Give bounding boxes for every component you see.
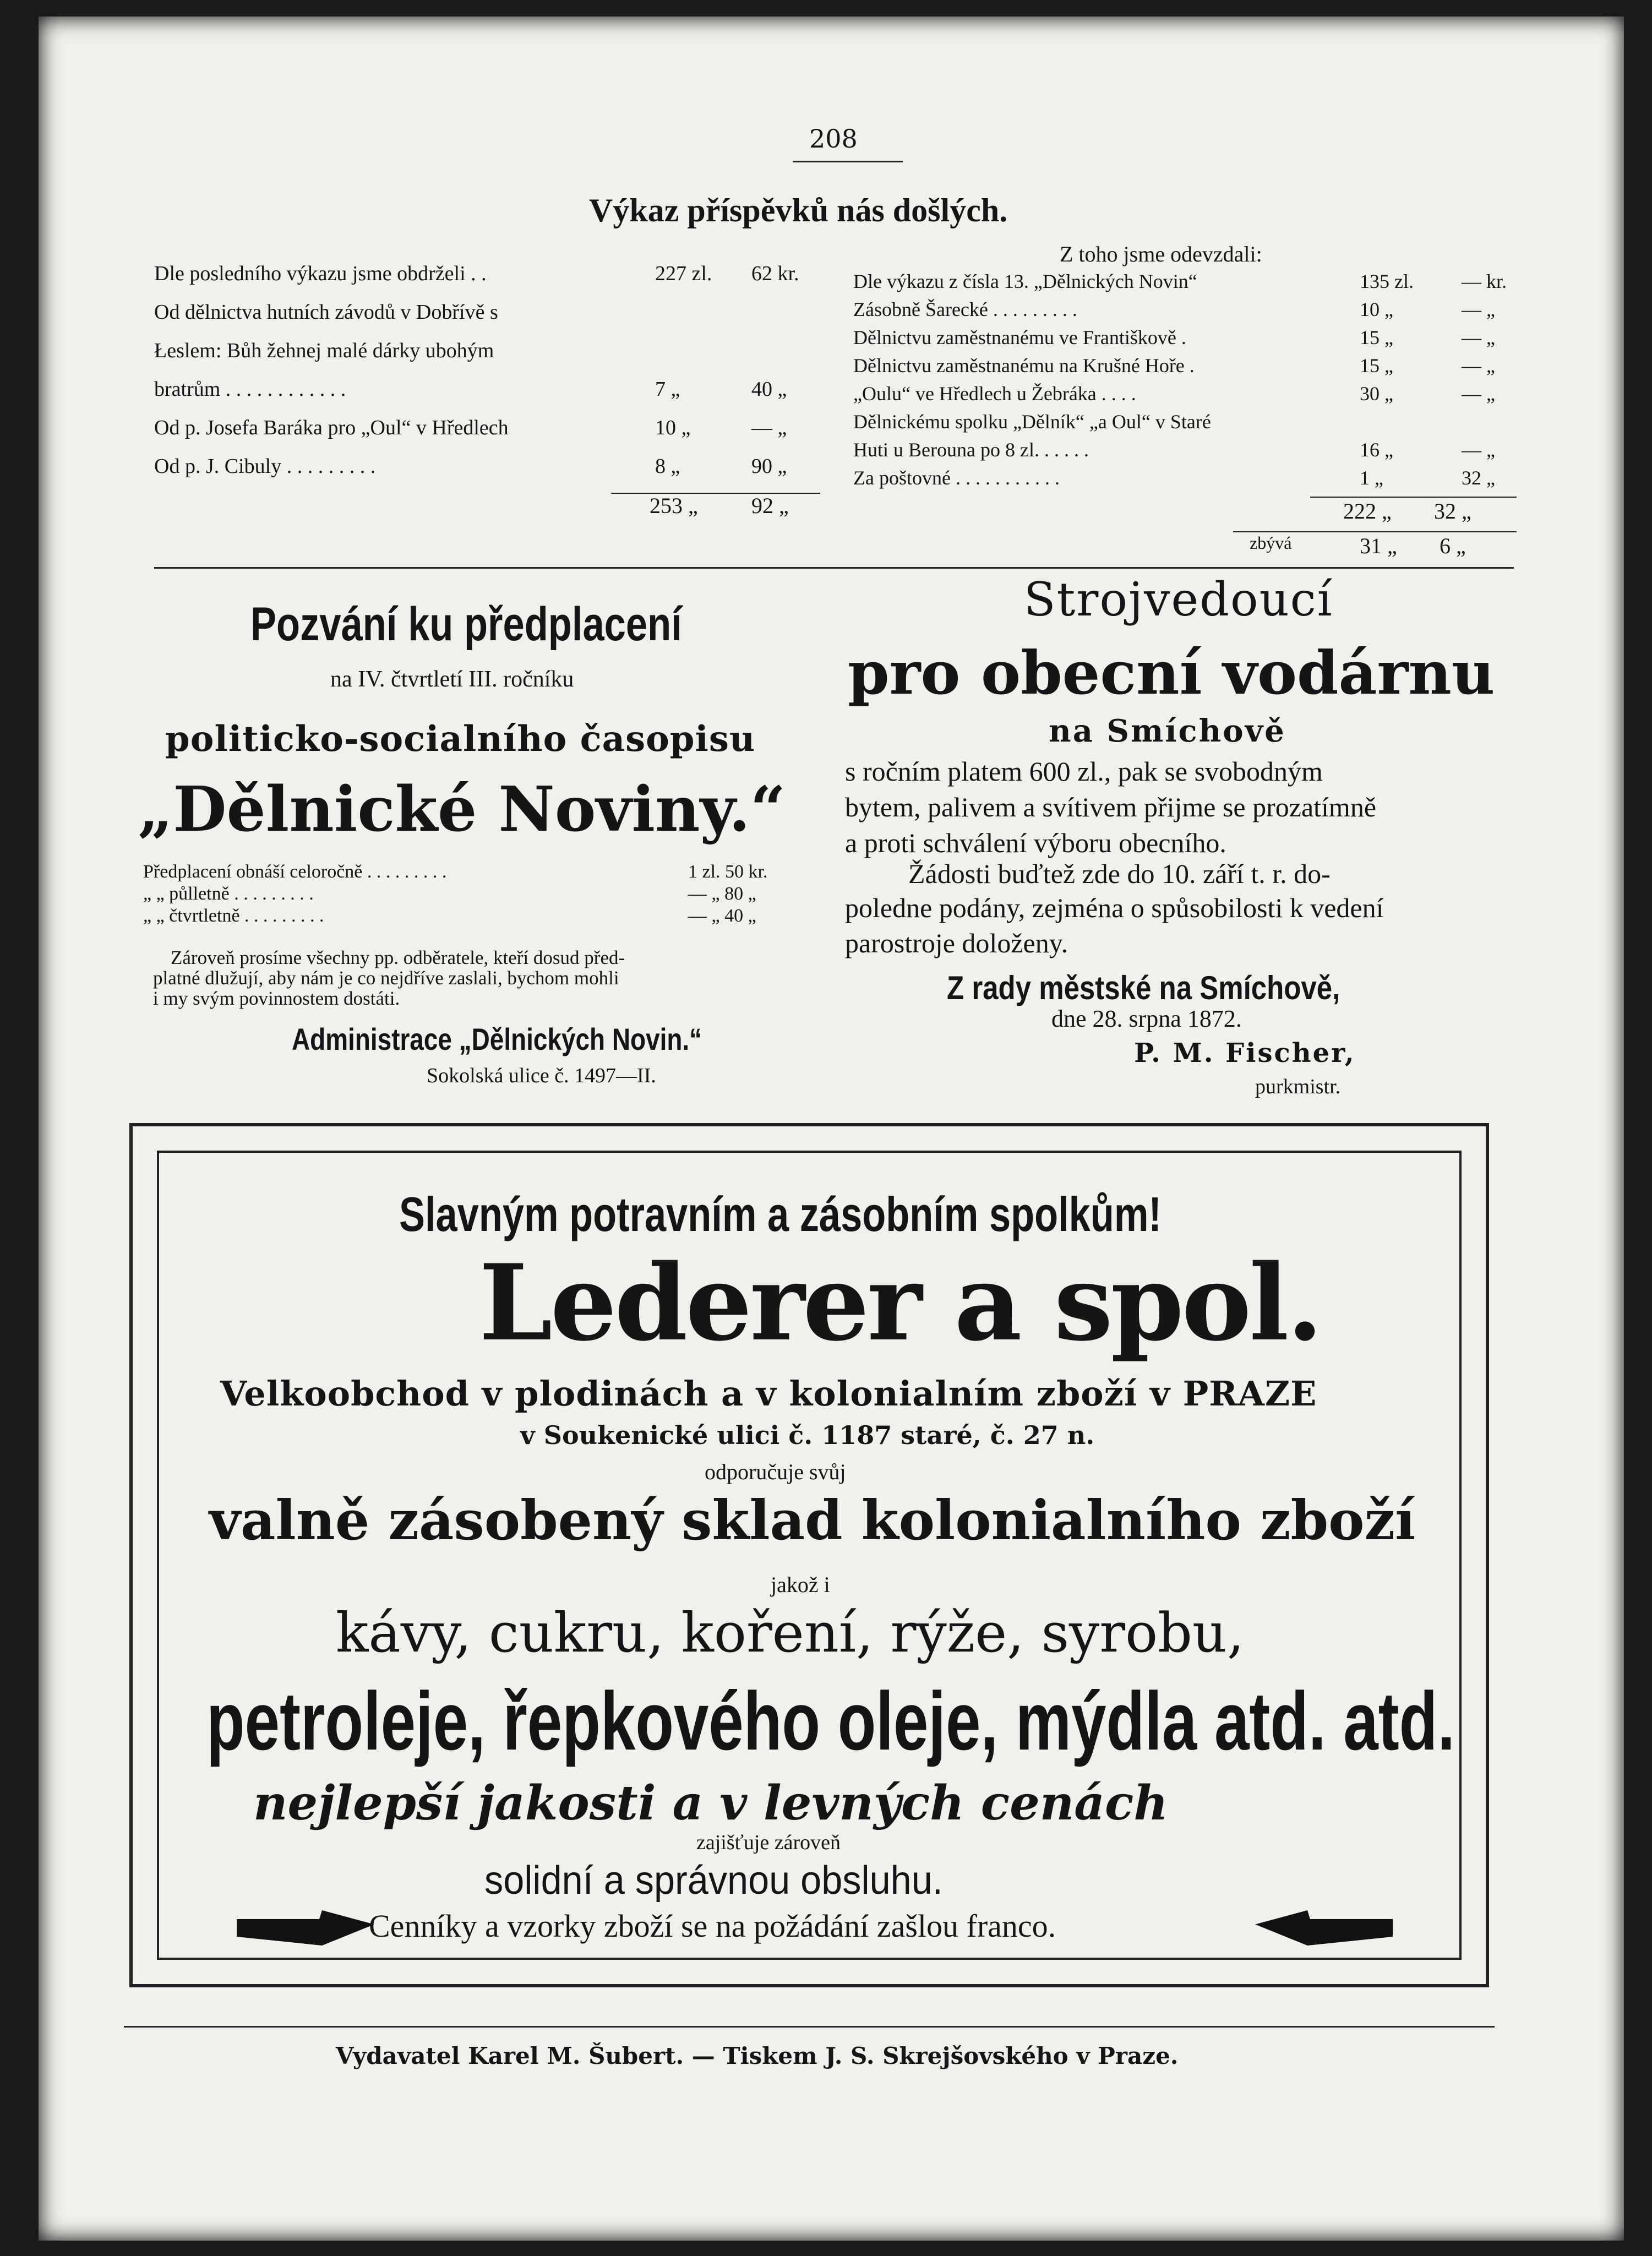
right-entry-label: Dle výkazu z čísla 13. „Dělnických Novin“: [853, 270, 1197, 292]
right-entry-label: „Oulu“ ve Hředlech u Žebráka . . . .: [853, 383, 1136, 405]
right-entry-label: Zásobně Šarecké . . . . . . . . .: [853, 298, 1077, 320]
job-body-4: Žádosti buďtež zde do 10. září t. r. do-: [908, 858, 1331, 889]
left-entry-zl: 10 „: [655, 416, 691, 439]
right-entry-kr: — „: [1462, 439, 1495, 461]
remaining-kr: 6 „: [1440, 533, 1466, 558]
report-right-heading: Z toho jsme odevzdali:: [1060, 242, 1262, 266]
left-entry-kr: 90 „: [751, 455, 787, 478]
remaining-rule: [1233, 531, 1517, 532]
remaining-zl: 31 „: [1360, 533, 1397, 558]
invitation-title: Pozvání ku předplacení: [250, 598, 682, 651]
right-entry-kr: — „: [1462, 326, 1495, 348]
ad-line11: solidní a správnou obsluhu.: [484, 1859, 943, 1903]
left-entry-label: Od p. J. Cibuly . . . . . . . . .: [154, 455, 376, 478]
left-total-row: [154, 493, 815, 531]
right-entry-zl: 15 „: [1360, 355, 1393, 377]
job-body-1: s ročním platem 600 zl., pak se svobodným: [845, 756, 1323, 787]
job-council: Z rady městské na Smíchově,: [947, 969, 1340, 1006]
job-role: purkmistr.: [1255, 1075, 1341, 1098]
right-total-row: [1321, 498, 1541, 531]
right-total-zl: 222 „: [1343, 499, 1392, 524]
ad-line7: kávy, cukru, koření, rýže, syrobu,: [336, 1602, 1245, 1665]
job-title: Strojvedoucí: [1024, 573, 1333, 626]
left-entry-zl: 7 „: [655, 378, 680, 401]
ad-line5: valně zásobený sklad kolonialního zboží: [209, 1489, 1416, 1552]
invitation-line2: politicko-socialního časopisu: [165, 718, 756, 760]
job-body-5: poledne podány, zejména o spůsobilosti k vedení: [845, 892, 1384, 923]
remaining-label: zbývá: [1250, 533, 1292, 553]
right-entry-kr: — „: [1462, 383, 1495, 405]
right-entry-kr: 32 „: [1462, 467, 1495, 489]
job-body-3: a proti schválení výboru obecního.: [845, 827, 1226, 858]
left-entry-label: Od p. Josefa Baráka pro „Oul“ v Hředlech: [154, 416, 509, 439]
right-entry-kr: — „: [1462, 298, 1495, 320]
section-divider: [154, 567, 1514, 569]
left-entry-label: Od dělnictva hutních závodů v Dobřívě s: [154, 301, 498, 324]
left-entry-kr: 62 kr.: [751, 262, 799, 285]
page-number: 208: [809, 124, 858, 154]
left-entry-zl: 8 „: [655, 455, 680, 478]
right-entry-label: Dělnickému spolku „Dělník“ „a Oul“ v Staré: [853, 411, 1211, 433]
report-title: Výkaz příspěvků nás došlých.: [589, 192, 1008, 228]
ad-line4: odporučuje svůj: [705, 1459, 846, 1484]
right-entry-zl: 135 zl.: [1360, 270, 1414, 292]
invitation-notice-3: i my svým povinnostem dostáti.: [153, 988, 400, 1009]
left-entry-zl: 227 zl.: [655, 262, 712, 285]
ad-line10: zajišťuje zároveň: [696, 1831, 841, 1854]
invitation-paper-name: „Dělnické Noviny.“: [138, 773, 786, 846]
right-entry-label: Za poštovné . . . . . . . . . . .: [853, 467, 1060, 489]
invitation-notice-1: Zároveň prosíme všechny pp. odběratele, kteří dosud před-: [171, 947, 625, 968]
footer-rule: [124, 2026, 1495, 2028]
ad-line2: Velkoobchod v plodinách a v kolonialním zboží v PRAZE: [220, 1374, 1317, 1414]
footer-imprint: Vydavatel Karel M. Šubert. — Tiskem J. S. Skrejšovského v Praze.: [336, 2042, 1179, 2069]
job-body-6: parostroje doloženy.: [845, 928, 1068, 958]
ad-company-name: Lederer a spol.: [479, 1241, 1321, 1364]
ad-line12: Cenníky a vzorky zboží se na požádání zašlou franco.: [369, 1908, 1056, 1944]
left-entry-label: bratrům . . . . . . . . . . . .: [154, 378, 346, 401]
right-entry-kr: — kr.: [1462, 270, 1507, 292]
ad-line8: petroleje, řepkového oleje, mýdla atd. atd.: [206, 1675, 1455, 1767]
ad-line9: nejlepší jakosti a v levných cenách: [253, 1775, 1168, 1831]
ad-line6: jakož i: [771, 1572, 830, 1597]
right-entry-kr: — „: [1462, 355, 1495, 377]
right-entry-zl: 30 „: [1360, 383, 1393, 405]
job-date: dne 28. srpna 1872.: [1051, 1005, 1242, 1032]
right-entry-zl: 16 „: [1360, 439, 1393, 461]
invitation-admin: Administrace „Dělnických Novin.“: [292, 1022, 702, 1056]
right-entry-label: Huti u Berouna po 8 zl. . . . . .: [853, 439, 1089, 461]
right-entry-zl: 15 „: [1360, 326, 1393, 348]
invitation-notice-2: platné dlužují, aby nám je co nejdříve zaslali, bychom mohli: [153, 967, 619, 989]
right-total-kr: 32 „: [1434, 499, 1471, 524]
invitation-line1: na IV. čtvrtletí III. ročníku: [330, 667, 574, 692]
price-value: — „ 80 „: [688, 884, 756, 904]
left-entry-kr: — „: [751, 416, 787, 439]
left-entry-label: Łeslem: Bůh žehnej malé dárky ubohým: [154, 339, 494, 362]
right-entry-label: Dělnictvu zaměstnanému na Krušné Hoře .: [853, 355, 1195, 377]
left-total-kr: 92 „: [751, 493, 789, 518]
ad-line3: v Soukenické ulici č. 1187 staré, č. 27 n.: [520, 1420, 1095, 1450]
left-entry-kr: 40 „: [751, 378, 787, 401]
job-subtitle: pro obecní vodárnu: [848, 639, 1495, 708]
left-total-zl: 253 „: [650, 493, 698, 518]
left-entry-label: Dle posledního výkazu jsme obdrželi . .: [154, 262, 487, 285]
job-body-2: bytem, palivem a svítivem přijme se prozatímně: [845, 792, 1377, 822]
right-entry-zl: 1 „: [1360, 467, 1383, 489]
price-label: „ „ čtvrtletně . . . . . . . . .: [143, 906, 324, 926]
price-value: — „ 40 „: [688, 906, 756, 926]
page-number-rule: [793, 161, 903, 162]
job-signer: P. M. Fischer,: [1134, 1038, 1356, 1069]
job-place: na Smíchově: [1049, 713, 1286, 749]
price-label: „ „ půlletně . . . . . . . . .: [143, 884, 314, 904]
right-entry-zl: 10 „: [1360, 298, 1393, 320]
price-value: 1 zl. 50 kr.: [688, 862, 768, 882]
invitation-address: Sokolská ulice č. 1497—II.: [427, 1064, 656, 1087]
remaining-row: [1250, 533, 1525, 566]
right-total-rule: [1310, 497, 1517, 498]
price-label: Předplacení obnáší celoročně . . . . . . . . .: [143, 862, 447, 882]
ad-line1: Slavným potravním a zásobním spolkům!: [399, 1187, 1162, 1241]
right-entry-label: Dělnictvu zaměstnanému ve Františkově .: [853, 326, 1186, 348]
